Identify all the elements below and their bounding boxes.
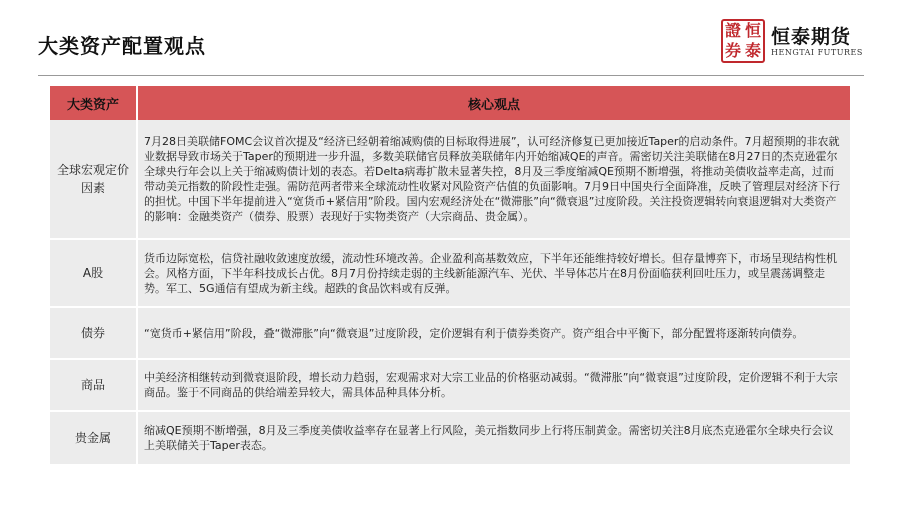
logo-name-cn: 恒泰期货	[771, 25, 852, 48]
seal-char: 券	[724, 41, 741, 60]
logo-name-en: HENGTAI FUTURES	[771, 47, 863, 57]
row-view: 缩减QE预期不断增强，8月及三季度美债收益率存在显著上行风险，美元指数同步上行将压制黄金。需密切关注8月底杰克逊霍尔全球央行会议上美联储关于Taper表态。	[137, 411, 850, 465]
row-view: 货币边际宽松，信贷社融收敛速度放缓，流动性环境改善。企业盈利高基数效应，下半年还能维持较好增长。但存量博弈下，市场呈现结构性机会。风格方面，下半年科技成长占优。8月7月份持续走弱的主线新能源汽车、光伏、半导体芯片在8月份面临获利回吐压力，或呈震荡调整走势。军工、5G通信有望成为新主线。超跌的食品饮料或有反弹。	[137, 239, 850, 307]
company-logo	[721, 17, 871, 65]
row-category: 贵金属	[50, 411, 137, 465]
row-category: 商品	[50, 359, 137, 411]
table-row	[50, 411, 850, 465]
logo-brand	[771, 26, 863, 57]
header-category: 大类资产	[50, 86, 137, 120]
row-view: 7月28日美联储FOMC会议首次提及“经济已经朝着缩减购债的目标取得进展”，认可经济修复已更加接近Taper的启动条件。7月超预期的非农就业数据导致市场关于Taper的预期进一步升温，多数美联储官员释放美联储年内开始缩减QE的声音。需密切关注美联储在8月27日的杰克逊霍尔全球央行年会以上关于缩减购债计划的表态。若Delta病毒扩散未显著失控，8月及三季度缩减QE预期不断增强，将推动美债收益率走高，过而带动美元指数的阶段性走强。需防范两者带来全球流动性收紧对风险资产估值的负面影响。7月9日中国央行全面降准，反映了管理层对经济下行的担忧。中国下半年提前进入“宽货币+紧信用”阶段。国内宏观经济处在“微滞胀”向“微衰退”过度阶段。关注投资逻辑转向衰退逻辑对大类资产的影响：金融类资产（债券、股票）表现好于实物类资产（大宗商品、贵金属）。	[137, 120, 850, 239]
row-category: 债券	[50, 307, 137, 359]
title-divider	[38, 75, 864, 76]
seal-char: 證	[724, 21, 741, 40]
logo-seal	[721, 19, 765, 63]
table-row	[50, 120, 850, 239]
asset-view-table	[50, 86, 850, 466]
table-row	[50, 239, 850, 307]
seal-char: 泰	[744, 41, 761, 60]
table-row	[50, 359, 850, 411]
table-header-row	[50, 86, 850, 120]
seal-char: 恒	[744, 21, 761, 40]
table-row	[50, 307, 850, 359]
row-category: 全球宏观定价因素	[50, 120, 137, 239]
row-view: 中美经济相继转动到微衰退阶段，增长动力趋弱，宏观需求对大宗工业品的价格驱动减弱。“微滞胀”向“微衰退”过度阶段，定价逻辑不利于大宗商品。鉴于不同商品的供给端差异较大，需具体品种具体分析。	[137, 359, 850, 411]
row-view: “宽货币+紧信用”阶段，叠“微滞胀”向“微衰退”过度阶段，定价逻辑有利于债券类资产。资产组合中平衡下，部分配置将逐渐转向债券。	[137, 307, 850, 359]
page-title: 大类资产配置观点	[38, 34, 206, 58]
row-category: A股	[50, 239, 137, 307]
header-view: 核心观点	[137, 86, 850, 120]
